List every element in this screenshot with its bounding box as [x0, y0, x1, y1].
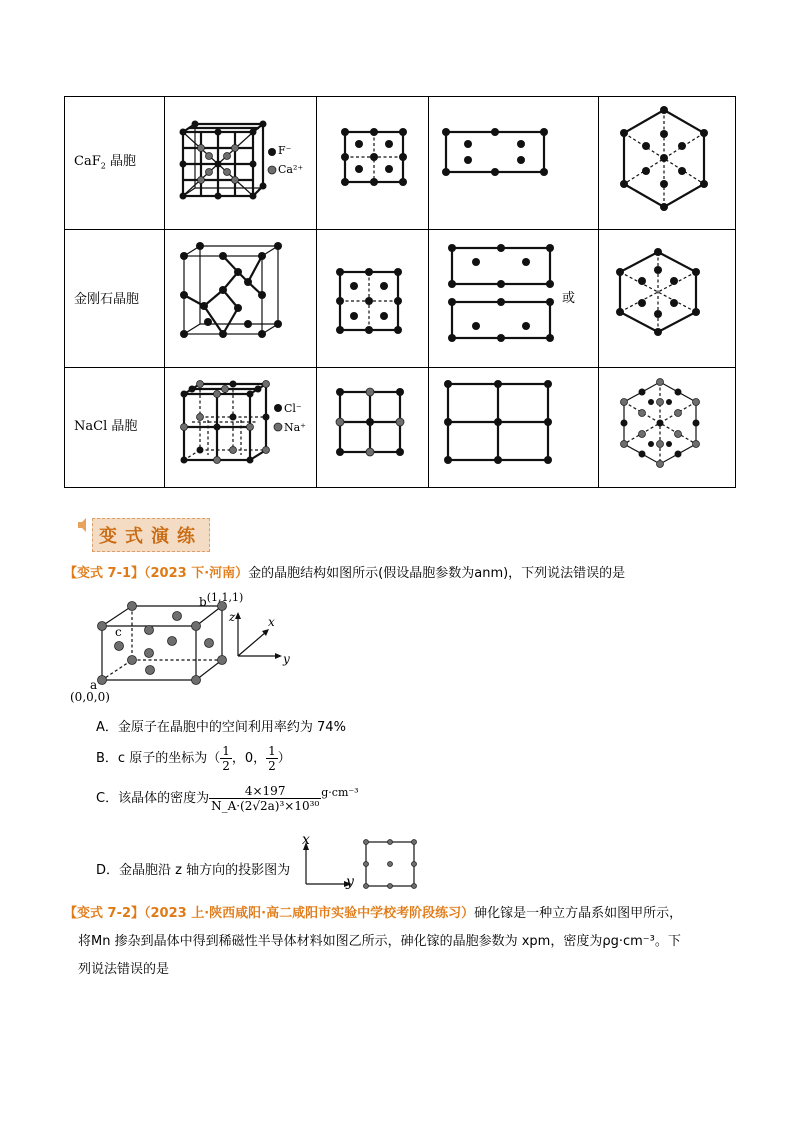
banner-title-box	[92, 518, 210, 552]
or-label: 或	[562, 291, 576, 306]
option-c: C．该晶体的密度为 $\frac{4\times 197}{\text{N\_A·(2√2a)³×10³⁰}}$ $^{g\cdot cm^{-3}}$	[96, 784, 359, 813]
question-text: 金的晶胞结构如图所示(假设晶胞参数为anm)，下列说法错误的是	[248, 566, 626, 581]
nacl-cell-figure	[178, 380, 278, 470]
caf2-cell-figure	[175, 122, 315, 202]
legend-cl-ion: Cl⁻	[284, 402, 302, 415]
caf2-projection-rect	[442, 128, 552, 178]
option-b: B．c 原子的坐标为（ $\frac{1}{2}$ ，0， $\frac{1}{2}$ ）	[96, 744, 291, 773]
label-c: c	[115, 625, 122, 639]
axis-y-label: y	[283, 652, 290, 666]
diamond-projection-square	[336, 268, 406, 338]
gold-z-projection-figure	[300, 840, 430, 894]
row-label-diamond: 金刚石晶胞	[74, 292, 140, 307]
speaker-icon	[76, 518, 90, 532]
caf2-projection-square	[340, 128, 410, 188]
diamond-projection-hexagon	[614, 248, 704, 336]
legend-ca-ion: Ca²⁺	[278, 163, 304, 176]
label-b: $b^{(1,1,1)}$	[199, 591, 244, 609]
axis-x-label: x	[268, 615, 275, 629]
option-d: D．金晶胞沿 z 轴方向的投影图为	[96, 863, 291, 878]
question-7-2-tag: 【变式 7-2】	[64, 906, 145, 921]
banner-title: 变式演练	[99, 526, 203, 547]
row-label-caf2: CaF$_2$ 晶胞	[74, 154, 136, 171]
question-7-1	[64, 564, 625, 584]
nacl-projection-square	[336, 388, 408, 460]
question-7-2-line2: 将Mn 掺杂到晶体中得到稀磁性半导体材料如图乙所示，砷化镓的晶胞参数为 xpm，密度为ρg·cm⁻³。下	[78, 934, 681, 949]
option-a: A．金原子在晶胞中的空间利用率约为 74%	[96, 720, 346, 735]
question-7-2-source: （2023 上·陕西咸阳·高二咸阳市实验中学校考阶段练习）	[144, 906, 475, 921]
legend-f-ion: F⁻	[278, 144, 292, 157]
proj-y-label: y	[346, 874, 354, 890]
nacl-projection-hexagon	[622, 378, 702, 470]
label-a-coord: (0,0,0)	[70, 690, 110, 704]
diamond-projection-rects	[448, 242, 558, 346]
question-7-2-line3: 列说法错误的是	[78, 962, 170, 977]
question-tag: 【变式 7-1】	[64, 566, 145, 581]
caf2-projection-hexagon	[620, 106, 712, 216]
axis-z-label: z	[229, 610, 236, 624]
legend-na-ion: Na⁺	[284, 421, 306, 434]
section-banner	[76, 518, 210, 550]
question-source: （2023 下·河南）	[144, 566, 249, 581]
row-label-nacl: NaCl 晶胞	[74, 419, 138, 434]
question-7-2-line1: 【变式 7-2】（2023 上·陕西咸阳·高二咸阳市实验中学校考阶段练习）砷化镓是一种立方晶系如图甲所示，	[64, 906, 683, 921]
nacl-projection-rect	[444, 380, 554, 466]
label-a: a	[90, 678, 98, 692]
diamond-cell-figure	[178, 244, 288, 344]
proj-x-label: x	[302, 832, 310, 848]
